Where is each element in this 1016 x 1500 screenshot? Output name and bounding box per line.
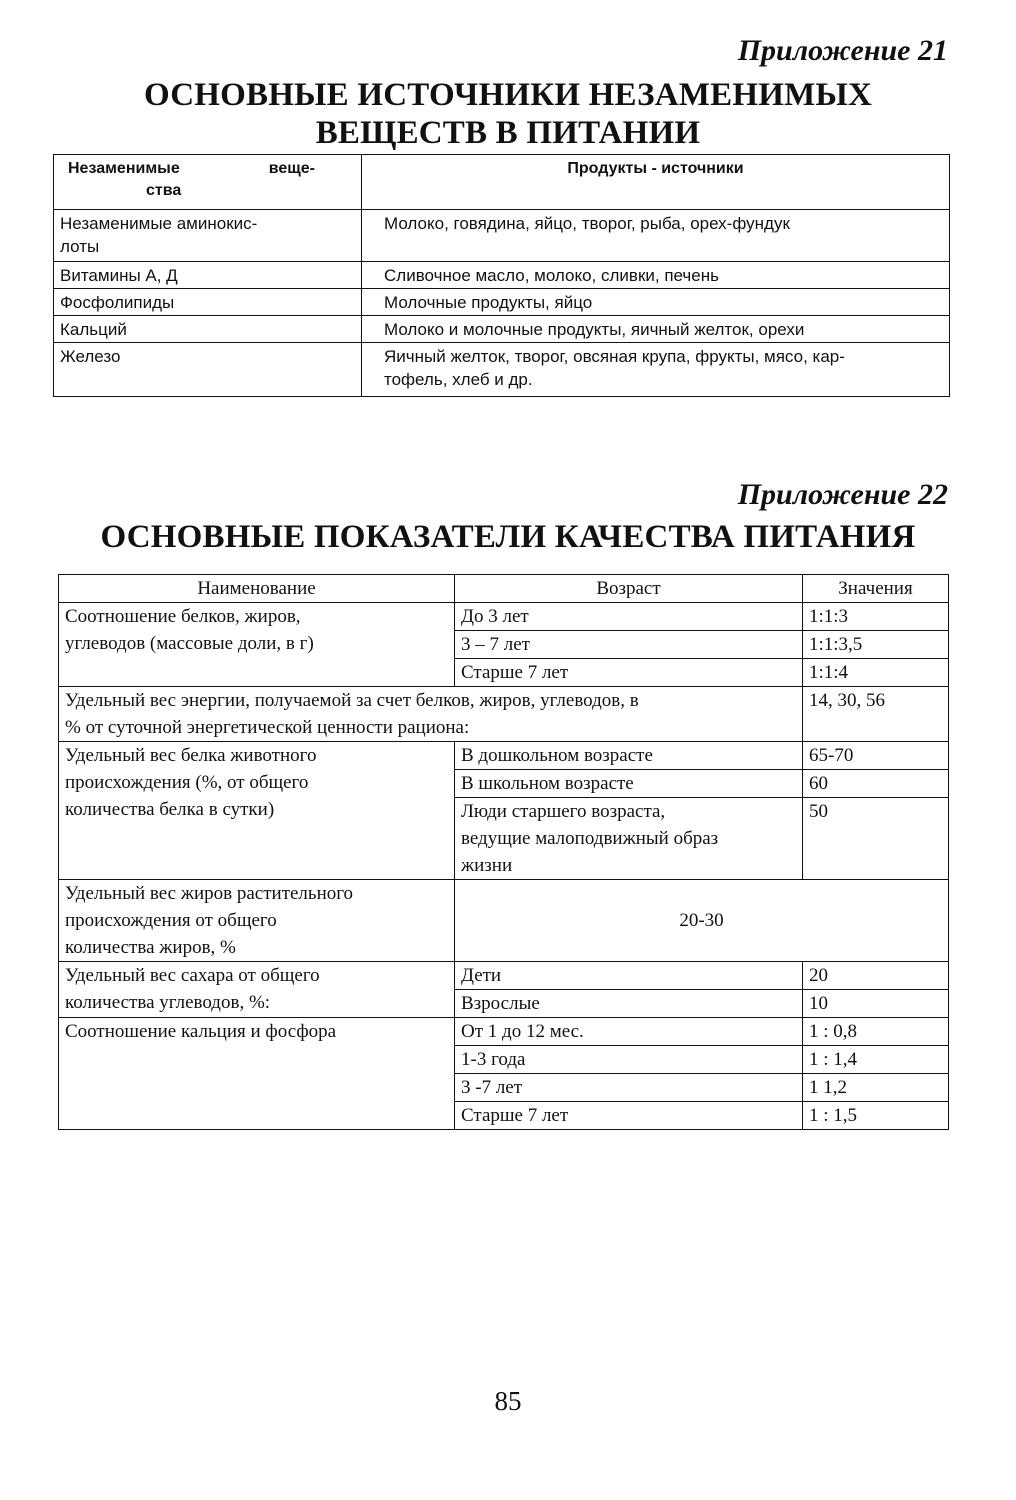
substance-cell bbox=[54, 343, 362, 397]
substance-text: Витамины А, Д bbox=[60, 266, 178, 285]
header-substances-part3: ства bbox=[146, 182, 182, 199]
value-cell: 20-30 bbox=[455, 880, 949, 962]
sources-cell bbox=[362, 262, 950, 289]
age-cell: Дети bbox=[455, 962, 803, 990]
table-header-row bbox=[54, 155, 950, 210]
appendix-21-title-line1: ОСНОВНЫЕ ИСТОЧНИКИ НЕЗАМЕНИМЫХ bbox=[143, 77, 873, 113]
sources-text: тофель, хлеб и др. bbox=[384, 370, 533, 389]
value-cell: 60 bbox=[803, 770, 949, 798]
value-cell: 1 1,2 bbox=[803, 1074, 949, 1102]
sources-cell bbox=[362, 316, 950, 343]
essential-substances-table bbox=[53, 154, 950, 397]
table-row bbox=[59, 603, 949, 631]
header-name: Наименование bbox=[59, 575, 455, 603]
indicator-name-cell: Соотношение кальция и фосфора bbox=[59, 1018, 455, 1130]
header-value: Значения bbox=[803, 575, 949, 603]
substance-cell bbox=[54, 289, 362, 316]
substance-cell bbox=[54, 316, 362, 343]
indicator-name-text: Удельный вес энергии, получаемой за счет белков, жиров, углеводов, в bbox=[65, 690, 639, 711]
age-cell: Старше 7 лет bbox=[455, 659, 803, 687]
age-cell: До 3 лет bbox=[455, 603, 803, 631]
age-text: ведущие малоподвижный образ bbox=[461, 828, 719, 849]
nutrition-quality-table bbox=[58, 574, 949, 1130]
table-row bbox=[59, 880, 949, 962]
age-cell: Взрослые bbox=[455, 990, 803, 1018]
appendix-21-title bbox=[0, 76, 1016, 152]
indicator-name-cell bbox=[59, 603, 455, 687]
value-cell: 1:1:3 bbox=[803, 603, 949, 631]
value-cell: 1 : 1,5 bbox=[803, 1102, 949, 1130]
table-row bbox=[59, 742, 949, 770]
table-row bbox=[54, 343, 950, 397]
sources-cell bbox=[362, 343, 950, 397]
indicator-name-cell bbox=[59, 962, 455, 1018]
substance-cell bbox=[54, 262, 362, 289]
table-row bbox=[59, 962, 949, 990]
appendix-21-label: Приложение 21 bbox=[737, 34, 948, 67]
indicator-name-text: Удельный вес жиров растительного bbox=[65, 883, 354, 904]
appendix-21-title-line2: ВЕЩЕСТВ В ПИТАНИИ bbox=[315, 115, 701, 151]
table-row bbox=[54, 289, 950, 316]
age-cell: 3 – 7 лет bbox=[455, 631, 803, 659]
indicator-name-text: количества белка в сутки) bbox=[65, 799, 275, 820]
header-substances-part2: веще- bbox=[268, 160, 315, 177]
indicator-name-text: количества жиров, % bbox=[65, 937, 236, 958]
appendix-22-title: ОСНОВНЫЕ ПОКАЗАТЕЛИ КАЧЕСТВА ПИТАНИЯ bbox=[100, 519, 916, 555]
age-text: Люди старшего возраста, bbox=[461, 801, 666, 822]
table-row bbox=[54, 262, 950, 289]
substance-text: Кальций bbox=[60, 320, 127, 339]
indicator-name-text: Удельный вес сахара от общего bbox=[65, 965, 320, 986]
age-text: жизни bbox=[461, 855, 513, 876]
table-row bbox=[54, 316, 950, 343]
indicator-name-text: Соотношение белков, жиров, bbox=[65, 606, 301, 627]
sources-text: Сливочное масло, молоко, сливки, печень bbox=[384, 266, 719, 285]
value-cell: 1 : 1,4 bbox=[803, 1046, 949, 1074]
header-age: Возраст bbox=[455, 575, 803, 603]
age-cell bbox=[455, 798, 803, 880]
sources-text: Яичный желток, творог, овсяная крупа, фрукты, мясо, кар- bbox=[384, 347, 845, 366]
table-row bbox=[54, 210, 950, 262]
header-substances-part1: Незаменимые bbox=[68, 160, 180, 177]
appendix-22-label: Приложение 22 bbox=[737, 478, 948, 511]
indicator-name-text: % от суточной энергетической ценности рациона: bbox=[65, 717, 470, 738]
value-cell: 10 bbox=[803, 990, 949, 1018]
value-cell: 65-70 bbox=[803, 742, 949, 770]
substance-text: Железо bbox=[60, 347, 121, 366]
indicator-name-text: Удельный вес белка животного bbox=[65, 745, 317, 766]
substance-text: Незаменимые аминокис- bbox=[60, 214, 258, 233]
value-cell: 1:1:3,5 bbox=[803, 631, 949, 659]
substance-text: лоты bbox=[60, 237, 100, 256]
value-cell: 50 bbox=[803, 798, 949, 880]
age-cell: Старше 7 лет bbox=[455, 1102, 803, 1130]
indicator-name-text: углеводов (массовые доли, в г) bbox=[65, 633, 314, 654]
value-cell: 14, 30, 56 bbox=[803, 687, 949, 742]
table-row bbox=[59, 687, 949, 742]
indicator-name-cell bbox=[59, 880, 455, 962]
sources-text: Молоко, говядина, яйцо, творог, рыба, орех-фундук bbox=[384, 214, 790, 233]
age-cell: 3 -7 лет bbox=[455, 1074, 803, 1102]
sources-text: Молочные продукты, яйцо bbox=[384, 293, 593, 312]
indicator-name-cell bbox=[59, 742, 455, 880]
value-cell: 20 bbox=[803, 962, 949, 990]
sources-cell bbox=[362, 289, 950, 316]
age-cell: 1-3 года bbox=[455, 1046, 803, 1074]
age-cell: В школьном возрасте bbox=[455, 770, 803, 798]
page-number: 85 bbox=[494, 1386, 522, 1416]
age-cell: От 1 до 12 мес. bbox=[455, 1018, 803, 1046]
table-header-row bbox=[59, 575, 949, 603]
indicator-name-text: количества углеводов, %: bbox=[65, 992, 271, 1013]
table-row bbox=[59, 1018, 949, 1046]
substance-cell bbox=[54, 210, 362, 262]
value-cell: 1 : 0,8 bbox=[803, 1018, 949, 1046]
header-sources: Продукты - источники bbox=[362, 155, 950, 210]
substance-text: Фосфолипиды bbox=[60, 293, 175, 312]
indicator-name-cell bbox=[59, 687, 803, 742]
sources-text: Молоко и молочные продукты, яичный желток, орехи bbox=[384, 320, 805, 339]
header-substances bbox=[54, 155, 362, 210]
value-cell: 1:1:4 bbox=[803, 659, 949, 687]
age-cell: В дошкольном возрасте bbox=[455, 742, 803, 770]
sources-cell bbox=[362, 210, 950, 262]
indicator-name-text: происхождения (%, от общего bbox=[65, 772, 309, 793]
indicator-name-text: происхождения от общего bbox=[65, 910, 277, 931]
